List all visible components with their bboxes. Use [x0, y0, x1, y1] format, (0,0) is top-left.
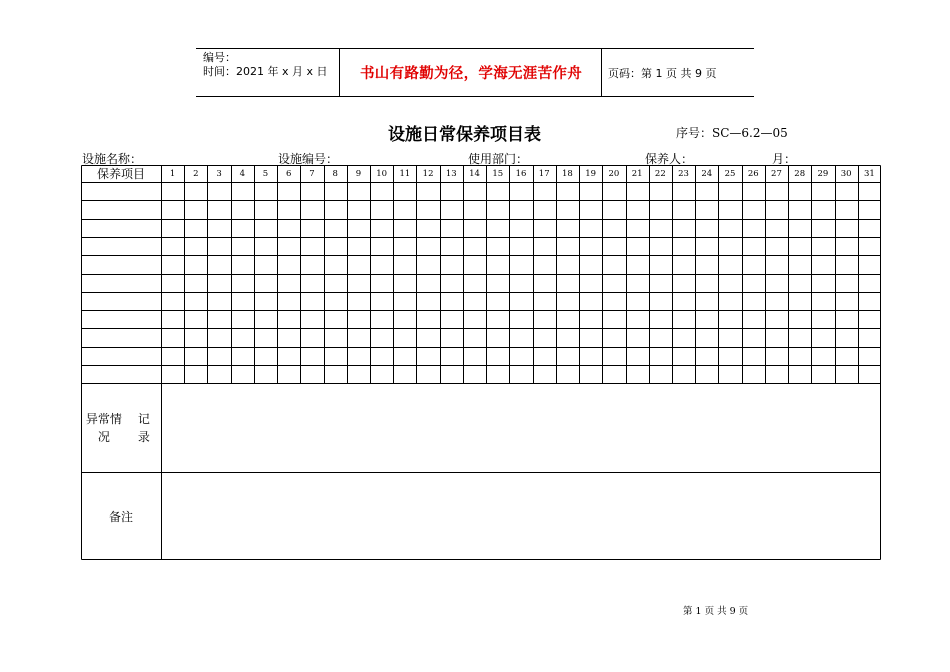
facility-name-label: 设施名称：	[82, 152, 143, 166]
day-header-8: 8	[332, 168, 338, 179]
serial-number: 序号：SC—6.2—05	[676, 126, 788, 140]
day-header-27: 27	[771, 168, 782, 179]
page-code: 页码：第 1 页 共 9 页	[608, 67, 717, 80]
maintainer-label: 保养人：	[645, 152, 694, 166]
day-header-14: 14	[469, 168, 480, 179]
document-title: 设施日常保养项目表	[388, 125, 541, 145]
header-bottom-rule	[196, 96, 754, 97]
day-header-23: 23	[678, 168, 689, 179]
day-header-30: 30	[840, 168, 852, 179]
motto-text: 书山有路勤为径，学海无涯苦作舟	[360, 65, 582, 82]
remarks-label: 备注	[108, 509, 133, 524]
day-header-11: 11	[399, 168, 411, 179]
item-column-header: 保养项目	[96, 167, 145, 181]
abnormal-label-line1: 异常情况	[85, 411, 122, 444]
day-header-31: 31	[863, 168, 875, 179]
day-header-13: 13	[445, 168, 457, 179]
day-header-22: 22	[654, 168, 666, 179]
abnormal-label-line2: 记 录	[137, 411, 162, 444]
day-header-3: 3	[216, 168, 222, 179]
time-label: 时间：2021 年 x 月 x 日	[203, 65, 328, 78]
day-header-12: 12	[422, 168, 434, 179]
day-header-4: 4	[239, 168, 245, 179]
day-header-18: 18	[562, 168, 573, 179]
day-header-7: 7	[309, 168, 315, 179]
table-grid	[81, 165, 881, 560]
day-header-1: 1	[169, 168, 176, 179]
day-header-19: 19	[585, 168, 597, 179]
day-header-21: 21	[631, 168, 643, 179]
maintenance-table	[81, 165, 881, 560]
day-header-20: 20	[608, 168, 620, 179]
day-header-16: 16	[515, 168, 527, 179]
day-header-2: 2	[193, 168, 199, 179]
header-info	[203, 51, 328, 79]
day-header-28: 28	[794, 168, 806, 179]
day-header-29: 29	[817, 168, 829, 179]
month-label: 月：	[772, 152, 797, 166]
day-header-10: 10	[376, 168, 388, 179]
code-label: 编号：	[203, 51, 236, 64]
day-header-26: 26	[747, 168, 759, 179]
day-header-25: 25	[724, 168, 736, 179]
day-header-6: 6	[286, 168, 292, 179]
day-header-24: 24	[701, 168, 713, 179]
department-label: 使用部门：	[468, 152, 529, 166]
page-footer: 第 1 页 共 9 页	[683, 606, 749, 617]
day-header-15: 15	[492, 168, 504, 179]
abnormal-record-label	[81, 383, 161, 472]
facility-code-label: 设施编号：	[278, 152, 339, 166]
day-header-5: 5	[262, 168, 269, 179]
day-header-9: 9	[355, 168, 362, 179]
day-header-17: 17	[538, 168, 550, 179]
